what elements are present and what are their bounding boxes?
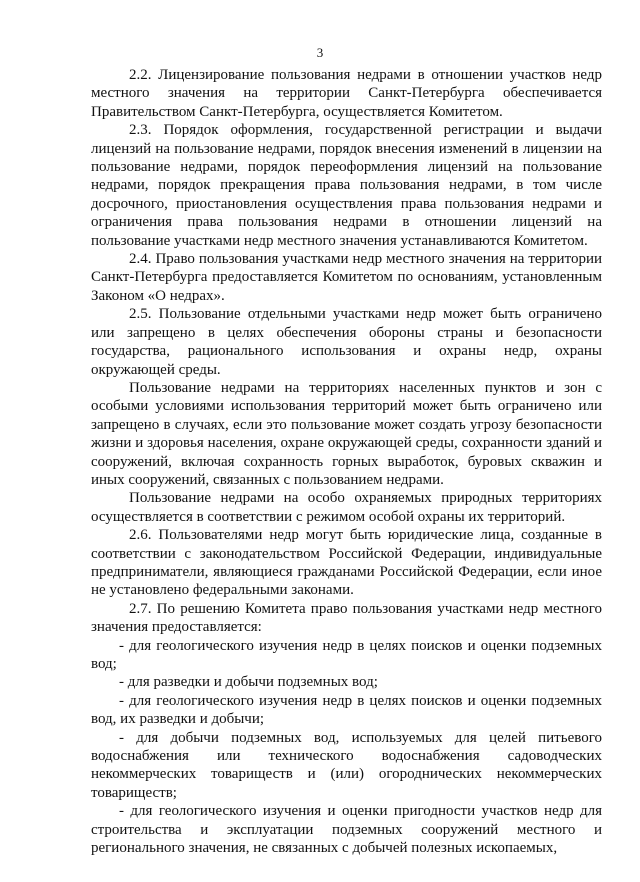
- paragraph-settlements: Пользование недрами на территориях населенных пунктов и зон с особыми условиями использования территорий может быть ограничено или запрещено в случаях, если это пользование может создать угрозу безопасности жизни и здоровья населения, охране окружающей среды, сохранности зданий и сооружений, включая сохранность горных выработок, буровых скважин и иных сооружений, связанных с пользованием недрами.: [91, 379, 602, 488]
- list-item: - для разведки и добычи подземных вод;: [119, 674, 378, 691]
- paragraph-2-4: 2.4. Право пользования участками недр местного значения на территории Санкт-Петербурга предоставляется Комитетом по основаниям, установленным Законом «О недрах».: [91, 251, 602, 304]
- document-body: [91, 66, 602, 857]
- paragraph-2-3: 2.3. Порядок оформления, государственной регистрации и выдачи лицензий на пользование недрами, порядок внесения изменений в лицензии на пользование недрами, порядок переоформления лицензий на пользование недрами, порядок прекращения права пользования недрами, в том числе досрочного, приостановления осуществления права пользования недрами и ограничения права пользования недрами в отношении лицензий на пользование участками недр местного значения устанавливаются Комитетом.: [91, 122, 602, 249]
- page-number: 3: [316, 45, 324, 60]
- paragraph-2-7: 2.7. По решению Комитета право пользования участками недр местного значения предоставляется:: [91, 600, 602, 636]
- list-item: - для добычи подземных вод, используемых для целей питьевого водоснабжения или технического водоснабжения садоводческих некоммерческих товариществ и (или) огороднических некоммерческих товариществ;: [91, 729, 602, 801]
- list-item: - для геологического изучения и оценки пригодности участков недр для строительства и эксплуатации подземных сооружений местного и регионального значения, не связанных с добычей полезных ископаемых,: [91, 803, 602, 857]
- paragraph-2-2: 2.2. Лицензирование пользования недрами в отношении участков недр местного значения на территории Санкт-Петербурга обеспечивается Правительством Санкт-Петербурга, осуществляется Комитетом.: [91, 67, 602, 120]
- list-item: - для геологического изучения недр в целях поисков и оценки подземных вод, их разведки и добычи;: [91, 692, 602, 728]
- paragraph-2-5: 2.5. Пользование отдельными участками недр может быть ограничено или запрещено в целях обеспечения обороны страны и безопасности государства, рационального использования и охраны недр, охраны окружающей среды.: [91, 306, 602, 378]
- paragraph-2-6: 2.6. Пользователями недр могут быть юридические лица, созданные в соответствии с законодательством Российской Федерации, индивидуальные предприниматели, являющиеся гражданами Российской Федерации, если иное не установлено федеральными законами.: [91, 527, 602, 599]
- list-item: - для геологического изучения недр в целях поисков и оценки подземных вод;: [91, 637, 602, 672]
- paragraph-protected-areas: Пользование недрами на особо охраняемых природных территориях осуществляется в соответствии с режимом особой охраны их территорий.: [91, 490, 602, 525]
